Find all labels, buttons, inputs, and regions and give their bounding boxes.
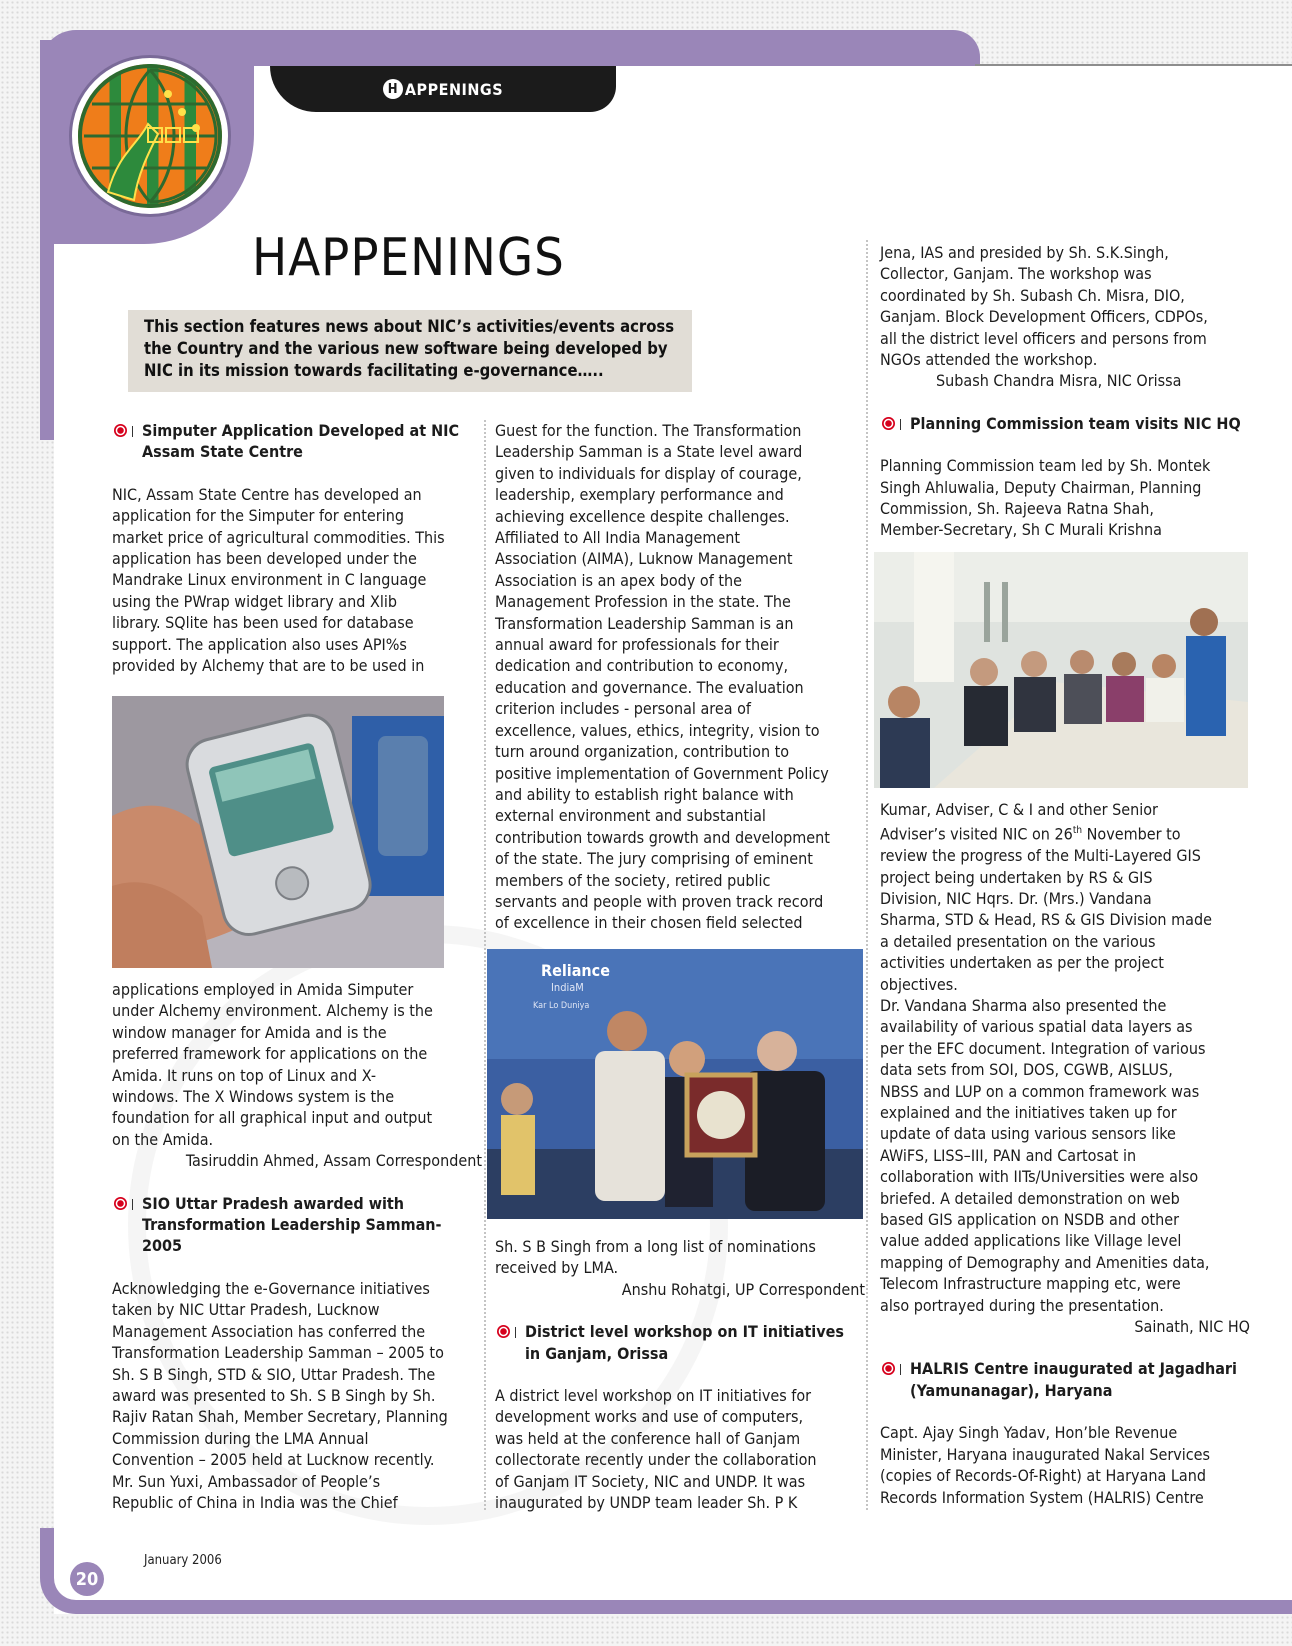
bullet-divider — [515, 1327, 516, 1338]
body-line: Rajiv Ratan Shah, Member Secretary, Planning — [112, 1407, 448, 1427]
body-line: Commission during the LMA Annual — [112, 1428, 369, 1448]
body-line: a detailed presentation on the various — [880, 931, 1156, 951]
heading-line: Planning Commission team visits NIC HQ — [910, 413, 1241, 433]
body-line: positive implementation of Government Policy — [495, 763, 829, 783]
body-line — [880, 820, 1250, 845]
body-line: was held at the conference hall of Ganjam — [495, 1428, 801, 1448]
intro-box: This section features news about NIC’s activities/events across the Country and the various new software being developed by NIC in its mission towards facilitating e-governance….. — [128, 310, 692, 392]
body-line: also portrayed during the presentation. — [880, 1295, 1164, 1315]
column-separator-1 — [484, 420, 486, 1510]
body-line: Commission, Sh. Rajeeva Ratna Shah, — [880, 499, 1154, 519]
body-line: Ganjam. Block Development Officers, CDPOs, — [880, 307, 1208, 327]
body-line: A district level workshop on IT initiatives for — [495, 1386, 812, 1406]
body-line: and ability to establish right balance with — [495, 784, 794, 804]
bullet-divider — [132, 1199, 133, 1210]
body-line: NBSS and LUP on a common framework was — [880, 1081, 1200, 1101]
bullet-icon — [882, 417, 895, 430]
body-text: November to — [1082, 824, 1181, 844]
body-line: excellence, values, ethics, integrity, vision to — [495, 720, 820, 740]
body-line: provided by Alchemy that are to be used in — [112, 656, 425, 676]
body-line: education and governance. The evaluation — [495, 677, 804, 697]
superscript: th — [1072, 825, 1083, 837]
body-line: explained and the initiatives taken up for — [880, 1103, 1177, 1123]
body-line: under Alchemy environment. Alchemy is the — [112, 1001, 433, 1021]
bullet-icon — [497, 1325, 510, 1338]
article-planning-commission-heading — [880, 413, 1250, 434]
article-simputer-heading — [112, 420, 482, 463]
body-line: Sh. S B Singh, STD & SIO, Uttar Pradesh. The — [112, 1364, 436, 1384]
body-line: coordinated by Sh. Subash Ch. Misra, DIO, — [880, 285, 1185, 305]
body-line: Sh. S B Singh from a long list of nominations — [495, 1237, 816, 1256]
body-line: using the PWrap widget library and Xlib — [112, 591, 397, 611]
body-line: mapping of Demography and Amenities data, — [880, 1252, 1210, 1272]
body-line: of the state. The jury comprising of eminent — [495, 849, 813, 869]
column-3-bottom — [880, 799, 1250, 1508]
body-line: contribution towards growth and development — [495, 827, 830, 847]
body-line: Dr. Vandana Sharma also presented the — [880, 995, 1167, 1015]
body-line: Guest for the function. The Transformation — [495, 421, 802, 440]
body-line: briefed. A detailed demonstration on web — [880, 1188, 1180, 1208]
column-2-bottom — [495, 1236, 865, 1513]
body-line: based GIS application on NSDB and other — [880, 1210, 1180, 1230]
body-line: Association is an apex body of the — [495, 570, 742, 590]
body-line: collectorate recently under the collaboration — [495, 1450, 817, 1470]
body-line: given to individuals for display of courage, — [495, 463, 802, 483]
heading-line: Transformation Leadership Samman- — [142, 1215, 442, 1235]
body-line: Mandrake Linux environment in C language — [112, 570, 427, 590]
body-line: market price of agricultural commodities. This — [112, 527, 445, 547]
bullet-divider — [132, 426, 133, 437]
body-line: Association (AIMA), Luknow Management — [495, 549, 793, 569]
body-line: NIC, Assam State Centre has developed an — [112, 484, 422, 504]
body-line: Amida. It runs on top of Linux and X- — [112, 1065, 377, 1085]
column-1-bottom — [112, 979, 482, 1513]
body-line: per the EFC document. Integration of various — [880, 1038, 1206, 1058]
body-line: Records Information System (HALRIS) Centre — [880, 1487, 1204, 1507]
body-line: Convention – 2005 held at Lucknow recently. — [112, 1450, 435, 1470]
simputer-photo — [112, 696, 444, 968]
body-line: update of data using various sensors like — [880, 1124, 1176, 1144]
article-halris-heading — [880, 1358, 1250, 1401]
body-line: applications employed in Amida Simputer — [112, 980, 414, 999]
body-line: Leadership Samman is a State level award — [495, 442, 803, 462]
article-sio-up-heading — [112, 1193, 482, 1257]
body-line: Jena, IAS and presided by Sh. S.K.Singh, — [880, 243, 1169, 262]
body-line: Telecom Infrastructure mapping etc, were — [880, 1274, 1181, 1294]
body-line: support. The application also uses API%s — [112, 634, 407, 654]
byline: Tasiruddin Ahmed, Assam Correspondent — [185, 1151, 482, 1171]
body-line: dedication and contribution to economy, — [495, 656, 789, 676]
body-line: AWiFS, LISS–III, PAN and Cartosat in — [880, 1145, 1137, 1165]
body-line: objectives. — [880, 974, 958, 994]
body-line: project being undertaken by RS & GIS — [880, 867, 1153, 887]
byline: Sainath, NIC HQ — [1134, 1317, 1250, 1337]
body-line: Affiliated to All India Management — [495, 528, 740, 548]
column-3-top — [880, 242, 1250, 541]
body-line: Kumar, Adviser, C & I and other Senior — [880, 800, 1158, 819]
heading-line: SIO Uttar Pradesh awarded with — [142, 1193, 405, 1213]
body-line: (copies of Records-Of-Right) at Haryana Land — [880, 1466, 1206, 1486]
body-line: of excellence in their chosen field selected — [495, 913, 803, 933]
body-line: award was presented to Sh. S B Singh by Sh. — [112, 1385, 436, 1405]
body-line: taken by NIC Uttar Pradesh, Lucknow — [112, 1300, 380, 1320]
column-2-top — [495, 420, 865, 934]
body-line: Member-Secretary, Sh C Murali Krishna — [880, 520, 1162, 540]
footer-frame — [40, 1528, 1292, 1614]
heading-line: District level workshop on IT initiatives — [525, 1322, 844, 1342]
body-line: window manager for Amida and is the — [112, 1022, 387, 1042]
body-line: Capt. Ajay Singh Yadav, Hon’ble Revenue — [880, 1423, 1178, 1443]
body-line: Planning Commission team led by Sh. Montek — [880, 456, 1211, 476]
byline: Anshu Rohatgi, UP Correspondent — [621, 1279, 865, 1299]
planning-commission-photo — [874, 552, 1248, 788]
body-line: annual award for professionals for their — [495, 635, 779, 655]
body-line: Transformation Leadership Samman is an — [495, 613, 794, 633]
header-rule — [975, 64, 1292, 66]
body-line: turn around organization, contribution to — [495, 742, 790, 762]
body-line: all the district level officers and persons from — [880, 328, 1207, 348]
bullet-divider — [900, 1364, 901, 1375]
body-line: on the Amida. — [112, 1129, 214, 1149]
body-line: activities undertaken as per the project — [880, 953, 1164, 973]
body-line: inaugurated by UNDP team leader Sh. P K — [495, 1493, 798, 1513]
body-line: development works and use of computers, — [495, 1407, 804, 1427]
body-line: availability of various spatial data layers as — [880, 1017, 1193, 1037]
body-line: Management Profession in the state. The — [495, 592, 791, 612]
body-line: Republic of China in India was the Chief — [112, 1492, 398, 1512]
heading-line: (Yamunanagar), Haryana — [910, 1380, 1113, 1400]
section-tab — [270, 66, 616, 112]
body-line: preferred framework for applications on the — [112, 1044, 428, 1064]
bullet-icon — [882, 1362, 895, 1375]
body-line: of Ganjam IT Society, NIC and UNDP. It was — [495, 1471, 806, 1491]
body-line: Collector, Ganjam. The workshop was — [880, 264, 1152, 284]
heading-line: Assam State Centre — [142, 442, 303, 462]
column-1-top — [112, 420, 482, 676]
byline: Subash Chandra Misra, NIC Orissa — [936, 371, 1182, 391]
body-line: members of the society, retired public — [495, 870, 771, 890]
body-line: collaboration with IITs/Universities were also — [880, 1167, 1199, 1187]
body-line: NGOs attended the workshop. — [880, 350, 1098, 370]
body-line: data sets from SOI, DOS, CGWB, AISLUS, — [880, 1060, 1173, 1080]
heading-line: in Ganjam, Orissa — [525, 1343, 669, 1363]
page-number: 20 — [70, 1562, 104, 1596]
section-tab-label: APPENINGS — [404, 79, 504, 99]
body-line: external environment and substantial — [495, 806, 766, 826]
article-ganjam-heading — [495, 1321, 865, 1364]
photo-banner-text-2: IndiaM — [551, 981, 584, 994]
body-line: Mr. Sun Yuxi, Ambassador of People’s — [112, 1471, 381, 1491]
body-line: Singh Ahluwalia, Deputy Chairman, Planning — [880, 477, 1202, 497]
photo-banner-text-3: Kar Lo Duniya — [533, 1001, 590, 1011]
body-line: application for the Simputer for entering — [112, 506, 404, 526]
page-title: HAPPENINGS — [252, 228, 565, 288]
body-line: foundation for all graphical input and output — [112, 1108, 433, 1128]
heading-line: 2005 — [142, 1236, 183, 1256]
issue-date: January 2006 — [144, 1553, 222, 1568]
body-line: leadership, exemplary performance and — [495, 485, 784, 505]
column-separator-2 — [866, 240, 868, 1510]
body-line: Sharma, STD & Head, RS & GIS Division made — [880, 910, 1212, 930]
heading-line: Simputer Application Developed at NIC — [142, 421, 460, 440]
body-line: Management Association has conferred the — [112, 1321, 426, 1341]
body-line: Transformation Leadership Samman – 2005 to — [112, 1343, 444, 1363]
body-line: application has been developed under the — [112, 549, 417, 569]
bullet-divider — [900, 419, 901, 430]
body-line: Acknowledging the e-Governance initiatives — [112, 1278, 430, 1298]
body-line: Division, NIC Hqrs. Dr. (Mrs.) Vandana — [880, 888, 1152, 908]
body-text: Adviser’s visited NIC on 26 — [880, 824, 1073, 844]
body-line: windows. The X Windows system is the — [112, 1087, 395, 1107]
section-tab-badge: H — [383, 79, 403, 99]
body-line: value added applications like Village level — [880, 1231, 1182, 1251]
body-line: library. SQlite has been used for database — [112, 613, 414, 633]
award-ceremony-photo — [487, 949, 863, 1219]
body-line: Minister, Haryana inaugurated Nakal Services — [880, 1444, 1211, 1464]
nic-globe-logo-icon — [78, 64, 222, 208]
body-line: review the progress of the Multi-Layered GIS — [880, 846, 1201, 866]
body-line: servants and people with proven track record — [495, 891, 824, 911]
heading-line: HALRIS Centre inaugurated at Jagadhari — [910, 1359, 1237, 1379]
body-line: achieving excellence despite challenges. — [495, 506, 790, 526]
body-line: received by LMA. — [495, 1258, 619, 1278]
bullet-icon — [114, 1197, 127, 1210]
body-line: criterion includes - personal area of — [495, 699, 751, 719]
photo-banner-text: Reliance — [541, 961, 610, 980]
bullet-icon — [114, 424, 127, 437]
